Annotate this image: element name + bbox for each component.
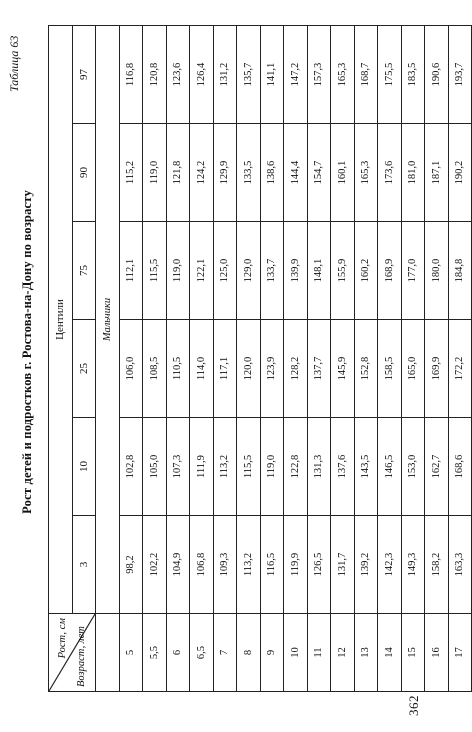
value-cell: 163,3	[448, 516, 472, 614]
value-cell: 142,3	[378, 516, 402, 614]
table-row	[213, 26, 237, 692]
value-cell: 160,2	[354, 222, 378, 320]
age-cell: 5	[119, 614, 143, 692]
value-cell: 175,5	[378, 26, 402, 124]
table-row	[237, 26, 261, 692]
value-cell: 119,0	[260, 418, 284, 516]
value-cell: 98,2	[119, 516, 143, 614]
value-cell: 181,0	[401, 124, 425, 222]
section-row	[96, 26, 120, 692]
value-cell: 155,9	[331, 222, 355, 320]
value-cell: 126,5	[307, 516, 331, 614]
value-cell: 180,0	[425, 222, 449, 320]
value-cell: 135,7	[237, 26, 261, 124]
value-cell: 145,9	[331, 320, 355, 418]
value-cell: 107,3	[166, 418, 190, 516]
value-cell: 133,5	[237, 124, 261, 222]
table-row	[448, 26, 472, 692]
value-cell: 121,8	[166, 124, 190, 222]
percentiles-header: Центили	[49, 26, 73, 614]
value-cell: 133,7	[260, 222, 284, 320]
header-row-2	[72, 26, 96, 692]
age-cell: 11	[307, 614, 331, 692]
age-label: Возраст, лет	[76, 626, 87, 687]
value-cell: 106,8	[190, 516, 214, 614]
age-cell: 14	[378, 614, 402, 692]
age-cell: 6	[166, 614, 190, 692]
value-cell: 128,2	[284, 320, 308, 418]
height-label: Рост, см	[57, 618, 68, 659]
value-cell: 146,5	[378, 418, 402, 516]
value-cell: 153,0	[401, 418, 425, 516]
table-row	[307, 26, 331, 692]
age-cell: 15	[401, 614, 425, 692]
value-cell: 147,2	[284, 26, 308, 124]
value-cell: 165,3	[354, 124, 378, 222]
value-cell: 154,7	[307, 124, 331, 222]
value-cell: 120,0	[237, 320, 261, 418]
value-cell: 102,8	[119, 418, 143, 516]
percentile-25: 25	[72, 320, 96, 418]
value-cell: 139,9	[284, 222, 308, 320]
diagonal-divider	[49, 614, 95, 691]
value-cell: 162,7	[425, 418, 449, 516]
table-row	[166, 26, 190, 692]
table-row	[354, 26, 378, 692]
value-cell: 157,3	[307, 26, 331, 124]
value-cell: 143,5	[354, 418, 378, 516]
table-row	[331, 26, 355, 692]
percentile-90: 90	[72, 124, 96, 222]
value-cell: 165,0	[401, 320, 425, 418]
age-cell: 6,5	[190, 614, 214, 692]
value-cell: 131,2	[213, 26, 237, 124]
age-cell: 7	[213, 614, 237, 692]
value-cell: 172,2	[448, 320, 472, 418]
value-cell: 129,9	[213, 124, 237, 222]
value-cell: 110,5	[166, 320, 190, 418]
value-cell: 131,7	[331, 516, 355, 614]
height-table	[48, 25, 472, 692]
value-cell: 126,4	[190, 26, 214, 124]
value-cell: 119,9	[284, 516, 308, 614]
value-cell: 120,8	[143, 26, 167, 124]
value-cell: 137,7	[307, 320, 331, 418]
value-cell: 124,2	[190, 124, 214, 222]
value-cell: 131,3	[307, 418, 331, 516]
value-cell: 168,7	[354, 26, 378, 124]
value-cell: 116,5	[260, 516, 284, 614]
table-row	[425, 26, 449, 692]
value-cell: 104,9	[166, 516, 190, 614]
value-cell: 123,6	[166, 26, 190, 124]
value-cell: 106,0	[119, 320, 143, 418]
table-row	[190, 26, 214, 692]
table-row	[143, 26, 167, 692]
value-cell: 184,8	[448, 222, 472, 320]
table-row	[260, 26, 284, 692]
value-cell: 190,6	[425, 26, 449, 124]
value-cell: 111,9	[190, 418, 214, 516]
value-cell: 168,9	[378, 222, 402, 320]
age-cell: 8	[237, 614, 261, 692]
value-cell: 122,8	[284, 418, 308, 516]
percentile-75: 75	[72, 222, 96, 320]
header-row-1	[49, 26, 73, 692]
table-row	[284, 26, 308, 692]
section-label: Мальчики	[96, 26, 120, 614]
value-cell: 119,0	[166, 222, 190, 320]
value-cell: 158,5	[378, 320, 402, 418]
table-row	[401, 26, 425, 692]
value-cell: 113,2	[237, 516, 261, 614]
age-cell: 9	[260, 614, 284, 692]
value-cell: 148,1	[307, 222, 331, 320]
value-cell: 165,3	[331, 26, 355, 124]
value-cell: 112,1	[119, 222, 143, 320]
value-cell: 149,3	[401, 516, 425, 614]
value-cell: 190,2	[448, 124, 472, 222]
value-cell: 139,2	[354, 516, 378, 614]
percentile-3: 3	[72, 516, 96, 614]
value-cell: 177,0	[401, 222, 425, 320]
value-cell: 123,9	[260, 320, 284, 418]
value-cell: 138,6	[260, 124, 284, 222]
value-cell: 105,0	[143, 418, 167, 516]
age-cell: 13	[354, 614, 378, 692]
value-cell: 160,1	[331, 124, 355, 222]
value-cell: 109,3	[213, 516, 237, 614]
value-cell: 144,4	[284, 124, 308, 222]
page-number: 362	[406, 695, 421, 716]
age-cell: 17	[448, 614, 472, 692]
value-cell: 152,8	[354, 320, 378, 418]
value-cell: 141,1	[260, 26, 284, 124]
value-cell: 168,6	[448, 418, 472, 516]
value-cell: 183,5	[401, 26, 425, 124]
value-cell: 113,2	[213, 418, 237, 516]
value-cell: 193,7	[448, 26, 472, 124]
percentile-97: 97	[72, 26, 96, 124]
age-cell: 16	[425, 614, 449, 692]
value-cell: 102,2	[143, 516, 167, 614]
value-cell: 169,9	[425, 320, 449, 418]
value-cell: 125,0	[213, 222, 237, 320]
value-cell: 115,5	[237, 418, 261, 516]
value-cell: 173,6	[378, 124, 402, 222]
value-cell: 115,2	[119, 124, 143, 222]
age-cell: 12	[331, 614, 355, 692]
table-row	[378, 26, 402, 692]
corner-header	[49, 614, 96, 692]
value-cell: 137,6	[331, 418, 355, 516]
section-spacer	[96, 614, 120, 692]
age-cell: 10	[284, 614, 308, 692]
value-cell: 114,0	[190, 320, 214, 418]
table-row	[119, 26, 143, 692]
value-cell: 187,1	[425, 124, 449, 222]
value-cell: 129,0	[237, 222, 261, 320]
age-cell: 5,5	[143, 614, 167, 692]
table-title: Рост детей и подростков г. Ростова-на-Дону по возрасту	[20, 190, 34, 514]
value-cell: 108,5	[143, 320, 167, 418]
value-cell: 116,8	[119, 26, 143, 124]
value-cell: 122,1	[190, 222, 214, 320]
table-body	[119, 26, 472, 692]
value-cell: 117,1	[213, 320, 237, 418]
table-label: Таблица 63	[7, 35, 21, 92]
value-cell: 119,0	[143, 124, 167, 222]
value-cell: 115,5	[143, 222, 167, 320]
value-cell: 158,2	[425, 516, 449, 614]
percentile-10: 10	[72, 418, 96, 516]
